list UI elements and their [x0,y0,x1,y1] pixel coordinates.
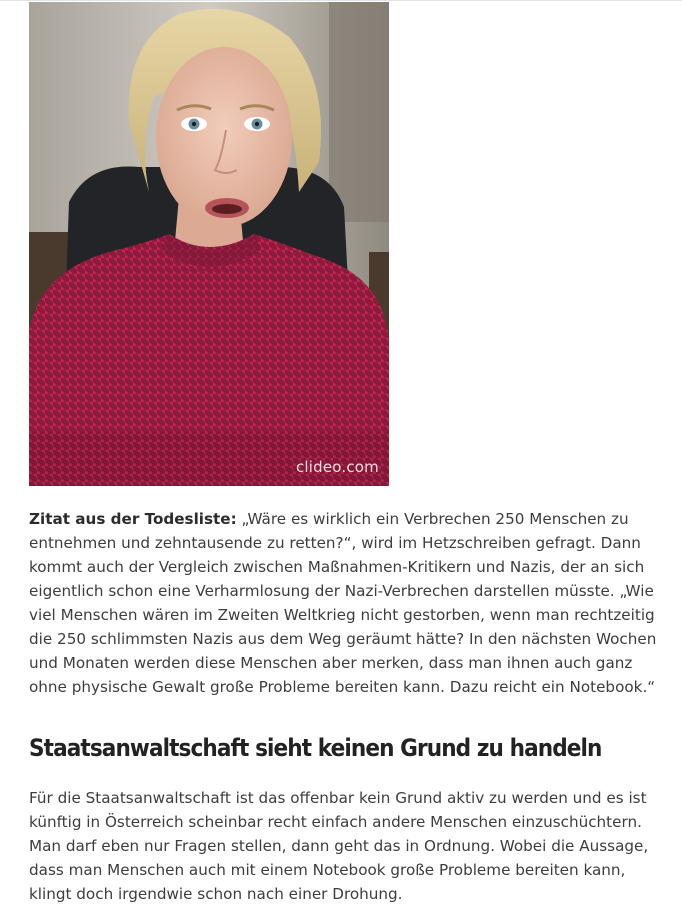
section-heading: Staatsanwaltschaft sieht keinen Grund zu handeln [29,734,602,762]
section-paragraph: Für die Staatsanwaltschaft ist das offenbar kein Grund aktiv zu werden und es ist künftig in Österreich scheinbar recht einfach andere Menschen einzuschüchtern. Man darf eben nur Fragen stellen, dann geht das in Ordnung. Wobei die Aussage, dass man Menschen auch mit einem Notebook große Probleme bereiten kann, klingt doch irgendwie schon nach einer Drohung. [29,789,649,903]
quote-paragraph [29,507,659,699]
quote-label: Zitat aus der Todesliste: [29,510,237,528]
video-frame [29,2,389,486]
top-divider [0,0,682,1]
video-watermark: clideo.com [295,458,379,476]
video-player[interactable] [29,2,389,486]
quote-text: „Wäre es wirklich ein Verbrechen 250 Menschen zu entnehmen und zehntausende zu retten?“, wird im Hetzschreiben gefragt. Dann kommt auch der Vergleich zwischen Maßnahmen-Kritikern und Nazis, der an sich eigentlich schon eine Verharmlosung der Nazi-Verbrechen darstellen müsste. „Wie viel Menschen wären im Zweiten Weltkrieg nicht gestorben, wenn man rechtzeitig die 250 schlimmsten Nazis aus dem Weg geräumt hätte? In den nächsten Wochen und Monaten werden diese Menschen aber merken, dass man ihnen auch ganz ohne physische Gewalt große Probleme bereiten kann. Dazu reicht ein Notebook.“ [29,510,657,696]
